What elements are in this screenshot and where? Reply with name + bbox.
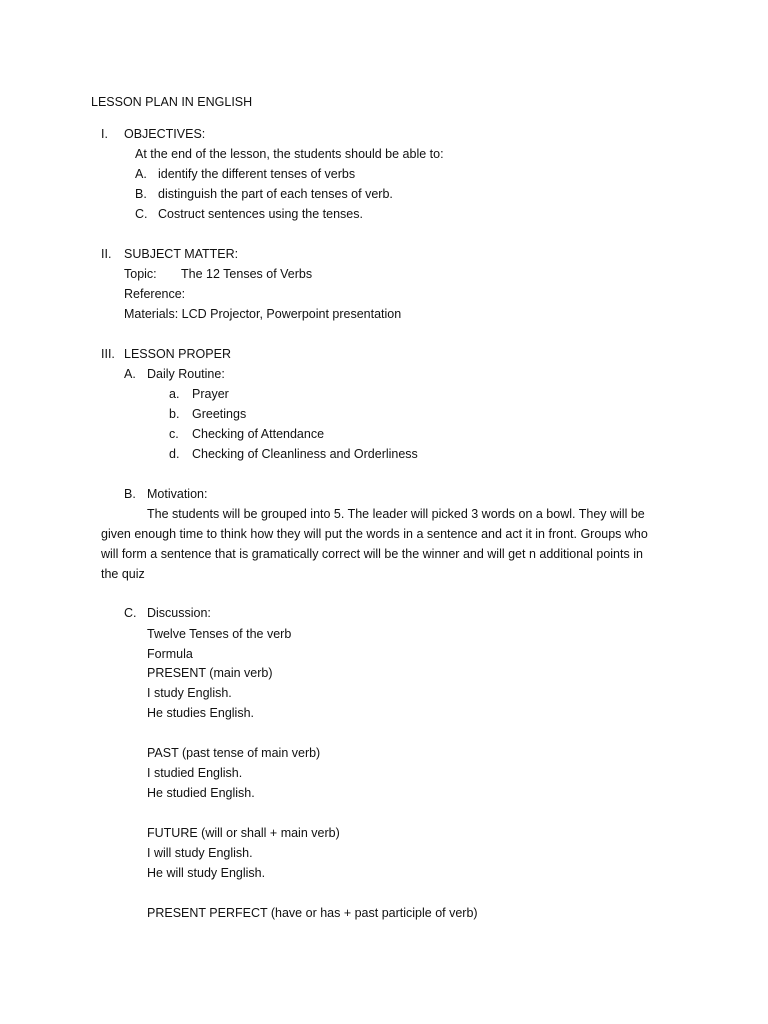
objectives-intro: At the end of the lesson, the students should be able to:	[135, 147, 444, 161]
list-item	[169, 386, 229, 402]
materials-line: Materials: LCD Projector, Powerpoint presentation	[124, 307, 402, 321]
list-item-text: Checking of Cleanliness and Orderliness	[192, 447, 418, 461]
section-number: I.	[101, 127, 108, 141]
list-marker: A.	[135, 167, 147, 181]
section-heading-objectives: OBJECTIVES:	[124, 127, 206, 141]
list-item-text: distinguish the part of each tenses of verb.	[158, 187, 393, 201]
list-marker: B.	[135, 187, 147, 201]
discussion-line: I study English.	[147, 686, 232, 700]
list-marker: C.	[124, 606, 137, 620]
list-item	[169, 426, 324, 442]
topic-value: The 12 Tenses of Verbs	[181, 267, 313, 281]
list-marker: a.	[169, 387, 180, 401]
discussion-line: He studied English.	[147, 786, 255, 800]
list-item-text: identify the different tenses of verbs	[158, 167, 356, 181]
discussion-line: He will study English.	[147, 866, 266, 880]
list-item-text: Costruct sentences using the tenses.	[158, 207, 363, 221]
list-marker: C.	[135, 207, 148, 221]
discussion-line: PAST (past tense of main verb)	[147, 746, 321, 760]
list-marker: A.	[124, 367, 136, 381]
discussion-line: He studies English.	[147, 706, 255, 720]
list-item	[135, 186, 393, 202]
section-number: III.	[101, 347, 115, 361]
section-heading-lesson-proper: LESSON PROPER	[124, 347, 231, 361]
list-item-text: Prayer	[192, 387, 229, 401]
list-marker: c.	[169, 427, 179, 441]
list-marker: B.	[124, 487, 136, 501]
list-marker: b.	[169, 407, 180, 421]
discussion-line: PRESENT (main verb)	[147, 666, 273, 680]
topic-label: Topic:	[124, 267, 157, 281]
discussion-line: I studied English.	[147, 766, 243, 780]
discussion-line: FUTURE (will or shall + main verb)	[147, 826, 340, 840]
list-item-text: Checking of Attendance	[192, 427, 325, 441]
list-item	[135, 206, 363, 222]
topic-line	[124, 266, 312, 282]
discussion-line: PRESENT PERFECT (have or has + past participle of verb)	[147, 906, 478, 920]
subsection-label: Daily Routine:	[147, 367, 225, 381]
subsection-discussion	[124, 605, 211, 621]
reference-label: Reference:	[124, 287, 186, 301]
motivation-text-line: will form a sentence that is gramatically correct will be the winner and will get n additional points in	[101, 547, 643, 561]
section-number: II.	[101, 247, 112, 261]
list-item	[169, 446, 418, 462]
section-heading-subject-matter: SUBJECT MATTER:	[124, 247, 239, 261]
subsection-label: Discussion:	[147, 606, 211, 620]
list-item	[169, 406, 246, 422]
motivation-text-line: the quiz	[101, 567, 145, 581]
subsection-daily-routine	[124, 366, 225, 382]
list-item-text: Greetings	[192, 407, 247, 421]
subsection-label: Motivation:	[147, 487, 208, 501]
discussion-line: Twelve Tenses of the verb	[147, 627, 292, 641]
motivation-text-line: The students will be grouped into 5. The leader will picked 3 words on a bowl. They will be	[147, 507, 645, 521]
discussion-line: I will study English.	[147, 846, 253, 860]
document-title: LESSON PLAN IN ENGLISH	[91, 95, 253, 109]
motivation-text-line: given enough time to think how they will put the words in a sentence and act it in front. Groups who	[101, 527, 648, 541]
list-marker: d.	[169, 447, 180, 461]
subsection-motivation	[124, 486, 207, 502]
discussion-line: Formula	[147, 647, 193, 661]
list-item	[135, 166, 355, 182]
